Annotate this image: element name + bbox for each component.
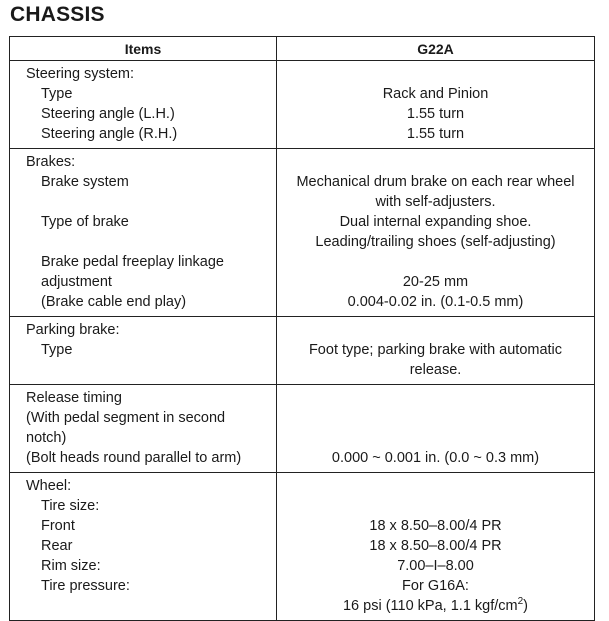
- parking-type-label: Type: [41, 342, 73, 358]
- tire-pressure-value-1: For G16A:: [402, 578, 469, 594]
- brakes-labels: [10, 149, 277, 317]
- brake-system-value-1: Mechanical drum brake on each rear wheel: [296, 174, 575, 190]
- steering-angle-rh-value: 1.55 turn: [406, 126, 465, 142]
- tire-front-label: Front: [41, 518, 75, 534]
- parking-type-value-1: Foot type; parking brake with automatic: [308, 342, 563, 358]
- tire-pressure-value-close: ): [523, 598, 529, 614]
- steering-type-label: Type: [41, 86, 73, 102]
- brake-type-value-1: Dual internal expanding shoe.: [339, 214, 532, 230]
- release-line-2: (With pedal segment in second: [26, 410, 226, 426]
- wheel-heading: Wheel:: [26, 478, 72, 494]
- parking-heading: Parking brake:: [26, 322, 120, 338]
- table-row-steering: [10, 61, 595, 149]
- brakes-values: [277, 149, 595, 317]
- release-values: [277, 385, 595, 473]
- release-value: 0.000 ~ 0.001 in. (0.0 ~ 0.3 mm): [331, 450, 540, 466]
- header-items: Items: [10, 37, 277, 61]
- tire-pressure-superscript: 2: [517, 596, 524, 607]
- brake-pedal-label-1: Brake pedal freeplay linkage: [41, 254, 224, 270]
- wheel-labels: [10, 473, 277, 621]
- steering-labels: [10, 61, 277, 149]
- rim-size-value: 7.00–I–8.00: [397, 558, 474, 574]
- brake-system-label: Brake system: [41, 174, 129, 190]
- tire-pressure-value-main: 16 psi (110 kPa, 1.1 kgf/cm: [342, 598, 518, 614]
- page-title: CHASSIS: [10, 3, 105, 26]
- wheel-values: [277, 473, 595, 621]
- parking-type-value-2: release.: [409, 362, 462, 378]
- chassis-spec-table: [9, 36, 595, 621]
- brake-cable-value: 0.004-0.02 in. (0.1-0.5 mm): [347, 294, 524, 310]
- table-row-wheel: [10, 473, 595, 621]
- tire-size-label: Tire size:: [41, 498, 100, 514]
- steering-values: [277, 61, 595, 149]
- brake-pedal-value: 20-25 mm: [402, 274, 469, 290]
- release-labels: [10, 385, 277, 473]
- table-row-release: [10, 385, 595, 473]
- brake-type-value-2: Leading/trailing shoes (self-adjusting): [315, 234, 556, 250]
- parking-values: [277, 317, 595, 385]
- tire-front-value: 18 x 8.50–8.00/4 PR: [369, 518, 502, 534]
- tire-rear-label: Rear: [41, 538, 73, 554]
- brake-cable-label: (Brake cable end play): [41, 294, 187, 310]
- steering-angle-lh-label: Steering angle (L.H.): [41, 106, 175, 122]
- release-line-4: (Bolt heads round parallel to arm): [26, 450, 242, 466]
- steering-angle-rh-label: Steering angle (R.H.): [41, 126, 178, 142]
- tire-rear-value: 18 x 8.50–8.00/4 PR: [369, 538, 502, 554]
- brakes-heading: Brakes:: [26, 154, 76, 170]
- tire-pressure-label: Tire pressure:: [41, 578, 130, 594]
- steering-type-value: Rack and Pinion: [382, 86, 489, 102]
- release-line-1: Release timing: [26, 390, 122, 406]
- brake-system-value-2: with self-adjusters.: [375, 194, 496, 210]
- header-model: G22A: [277, 37, 595, 61]
- brake-type-label: Type of brake: [41, 214, 129, 230]
- steering-heading: Steering system:: [26, 66, 134, 82]
- rim-size-label: Rim size:: [41, 558, 101, 574]
- release-line-3: notch): [26, 430, 67, 446]
- table-row-parking: [10, 317, 595, 385]
- tire-pressure-value-2: [277, 596, 594, 616]
- brake-pedal-label-2: adjustment: [41, 274, 112, 290]
- steering-angle-lh-value: 1.55 turn: [406, 106, 465, 122]
- parking-labels: [10, 317, 277, 385]
- table-row-brakes: [10, 149, 595, 317]
- table-header-row: [10, 37, 595, 61]
